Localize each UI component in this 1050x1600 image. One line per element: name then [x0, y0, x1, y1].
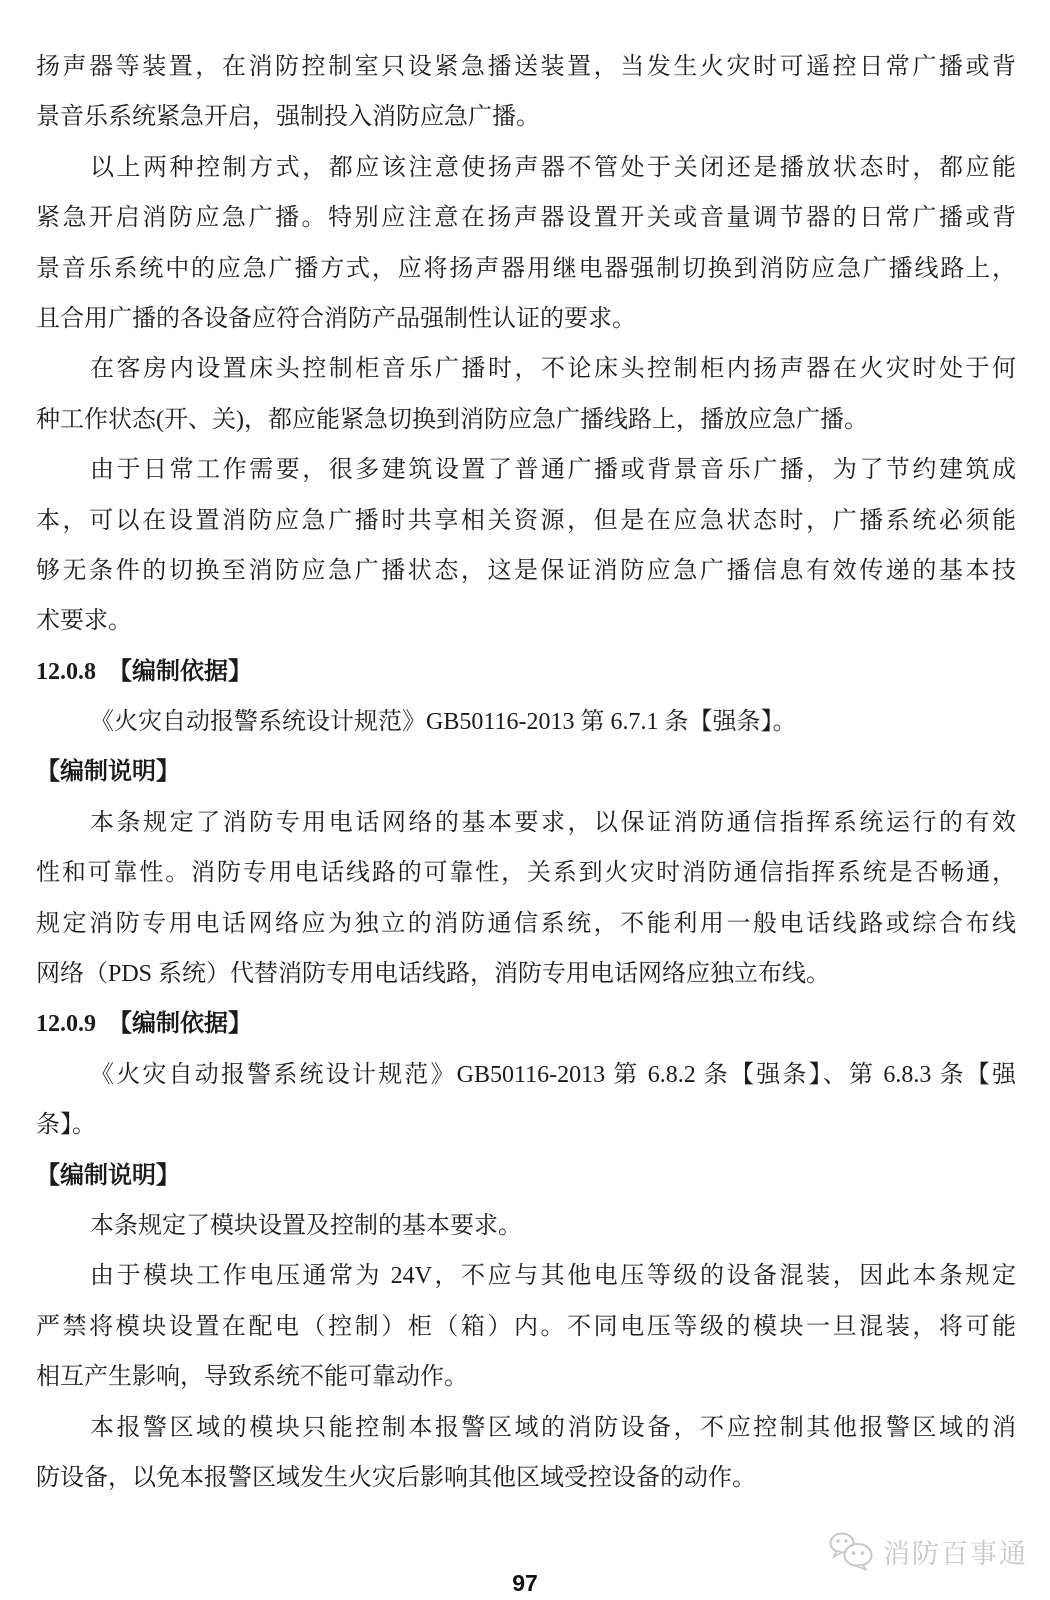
text-line: 扬声器等装置，在消防控制室只设紧急播送装置，当发生火灾时可遥控日常广播或背: [36, 54, 1016, 80]
text-line: 12.0.8 【编制依据】: [36, 658, 252, 685]
text-line: 由于日常工作需要，很多建筑设置了普通广播或背景音乐广播，为了节约建筑成: [90, 457, 1016, 484]
text-line: 本条规定了模块设置及控制的基本要求。: [90, 1212, 522, 1239]
text-line: 【编制说明】: [36, 759, 180, 786]
text-line: 本，可以在设置消防应急广播时共享相关资源，但是在应急状态时，广播系统必须能: [36, 507, 1016, 534]
text-line: 术要求。: [36, 608, 132, 635]
text-line: 条】。: [36, 1112, 96, 1139]
text-line: 以上两种控制方式，都应该注意使扬声器不管处于关闭还是播放状态时，都应能: [90, 154, 1016, 181]
page-number: 97: [512, 1570, 538, 1596]
text-line: 景音乐系统紧急开启，强制投入消防应急广播。: [36, 104, 540, 131]
watermark-text: 消防百事通: [883, 1538, 1028, 1569]
text-line: 【编制说明】: [36, 1162, 180, 1189]
text-line: 种工作状态(开、关)，都应能紧急切换到消防应急广播线路上，播放应急广播。: [36, 406, 868, 433]
text-line: 《火灾自动报警系统设计规范》GB50116-2013 第 6.8.2 条【强条】、第 6.8.3 条【强: [90, 1061, 1016, 1088]
text-line: 防设备，以免本报警区域发生火灾后影响其他区域受控设备的动作。: [36, 1464, 756, 1491]
text-line: 本报警区域的模块只能控制本报警区域的消防设备，不应控制其他报警区域的消: [90, 1414, 1016, 1441]
text-line: 本条规定了消防专用电话网络的基本要求，以保证消防通信指挥系统运行的有效: [90, 809, 1016, 836]
text-line: 12.0.9 【编制依据】: [36, 1011, 252, 1038]
text-line: 够无条件的切换至消防应急广播状态，这是保证消防应急广播信息有效传递的基本技: [36, 557, 1016, 584]
text-line: 景音乐系统中的应急广播方式，应将扬声器用继电器强制切换到消防应急广播线路上，: [36, 255, 1016, 282]
text-line: 相互产生影响，导致系统不能可靠动作。: [36, 1364, 468, 1391]
text-line: 在客房内设置床头控制柜音乐广播时，不论床头控制柜内扬声器在火灾时处于何: [90, 356, 1016, 383]
text-line: 规定消防专用电话网络应为独立的消防通信系统，不能利用一般电话线路或综合布线: [36, 910, 1016, 937]
text-line: 紧急开启消防应急广播。特别应注意在扬声器设置开关或音量调节器的日常广播或背: [36, 205, 1016, 232]
text-line: 《火灾自动报警系统设计规范》GB50116-2013 第 6.7.1 条【强条】。: [90, 709, 797, 736]
brand-watermark: [828, 1530, 1028, 1572]
text-line: 且合用广播的各设备应符合消防产品强制性认证的要求。: [36, 305, 636, 332]
text-line: 严禁将模块设置在配电（控制）柜（箱）内。不同电压等级的模块一旦混装，将可能: [36, 1313, 1016, 1340]
text-line: 由于模块工作电压通常为 24V，不应与其他电压等级的设备混装，因此本条规定: [90, 1263, 1016, 1290]
text-line: 性和可靠性。消防专用电话线路的可靠性，关系到火灾时消防通信指挥系统是否畅通，: [36, 860, 1016, 887]
text-line: 网络（PDS 系统）代替消防专用电话线路，消防专用电话网络应独立布线。: [36, 961, 831, 988]
wechat-icon: [828, 1530, 876, 1572]
document-body: [36, 42, 1016, 1503]
